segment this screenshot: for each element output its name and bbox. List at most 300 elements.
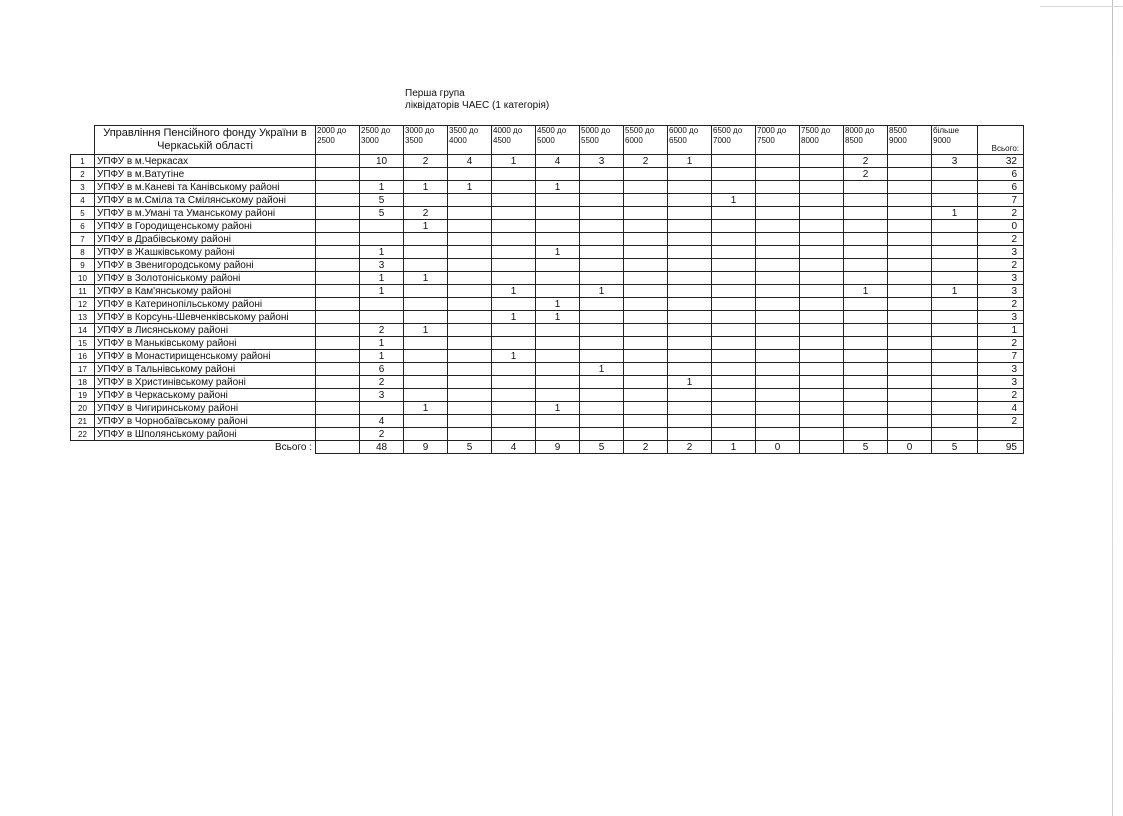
table-row (71, 402, 1024, 415)
count-cell: 1 (404, 181, 448, 194)
count-cell: 1 (932, 285, 978, 298)
total-cell: 5 (448, 441, 492, 454)
count-cell (844, 415, 888, 428)
count-cell (624, 337, 668, 350)
count-cell (316, 337, 360, 350)
count-cell: 1 (536, 298, 580, 311)
count-cell (888, 168, 932, 181)
row-number: 11 (71, 285, 95, 298)
count-cell (536, 389, 580, 402)
total-cell: 0 (756, 441, 800, 454)
total-cell: 5 (844, 441, 888, 454)
range-header: 6500 до 7000 (712, 126, 756, 155)
count-cell (844, 376, 888, 389)
count-cell (800, 233, 844, 246)
count-cell (756, 168, 800, 181)
count-cell (800, 324, 844, 337)
table-row (71, 363, 1024, 376)
count-cell (536, 220, 580, 233)
count-cell (932, 168, 978, 181)
count-cell (668, 402, 712, 415)
count-cell: 6 (360, 363, 404, 376)
count-cell: 2 (404, 155, 448, 168)
count-cell (360, 402, 404, 415)
count-cell (580, 350, 624, 363)
count-cell (536, 376, 580, 389)
count-cell (800, 402, 844, 415)
count-cell (668, 194, 712, 207)
count-cell (800, 350, 844, 363)
count-cell (536, 168, 580, 181)
row-number: 3 (71, 181, 95, 194)
count-cell: 2 (844, 155, 888, 168)
count-cell (624, 168, 668, 181)
count-cell: 1 (668, 155, 712, 168)
count-cell: 1 (492, 350, 536, 363)
row-total: 2 (978, 298, 1024, 311)
count-cell (492, 207, 536, 220)
row-number: 17 (71, 363, 95, 376)
count-cell (712, 402, 756, 415)
count-cell (712, 285, 756, 298)
office-name: УПФУ в м.Умані та Уманському районі (95, 207, 316, 220)
count-cell: 1 (580, 285, 624, 298)
table-row (71, 220, 1024, 233)
office-name: УПФУ в Шполянському районі (95, 428, 316, 441)
count-cell (316, 363, 360, 376)
count-cell (888, 285, 932, 298)
count-cell (492, 376, 536, 389)
count-cell: 2 (844, 168, 888, 181)
row-number: 12 (71, 298, 95, 311)
count-cell (580, 207, 624, 220)
row-number: 10 (71, 272, 95, 285)
row-number: 1 (71, 155, 95, 168)
total-cell: 9 (404, 441, 448, 454)
count-cell (580, 311, 624, 324)
count-cell (712, 298, 756, 311)
count-cell (668, 207, 712, 220)
office-name: УПФУ в Монастирищенському районі (95, 350, 316, 363)
table-row (71, 168, 1024, 181)
row-total: 6 (978, 181, 1024, 194)
count-cell (756, 402, 800, 415)
count-cell (712, 233, 756, 246)
count-cell (888, 207, 932, 220)
count-cell: 4 (536, 155, 580, 168)
count-cell (316, 428, 360, 441)
count-cell (624, 220, 668, 233)
range-header: 4500 до 5000 (536, 126, 580, 155)
count-cell (492, 363, 536, 376)
count-cell (712, 168, 756, 181)
count-cell (536, 272, 580, 285)
count-cell (800, 181, 844, 194)
table-row (71, 350, 1024, 363)
count-cell (844, 272, 888, 285)
count-cell (888, 324, 932, 337)
count-cell (624, 350, 668, 363)
table-row (71, 194, 1024, 207)
row-total: 1 (978, 324, 1024, 337)
range-header: 8500 9000 (888, 126, 932, 155)
count-cell (756, 285, 800, 298)
count-cell (404, 168, 448, 181)
count-cell (668, 415, 712, 428)
count-cell (448, 194, 492, 207)
count-cell: 1 (536, 402, 580, 415)
row-number: 15 (71, 337, 95, 350)
count-cell (932, 220, 978, 233)
count-cell (624, 233, 668, 246)
count-cell: 1 (404, 220, 448, 233)
count-cell (536, 324, 580, 337)
count-cell (800, 155, 844, 168)
row-total: 3 (978, 363, 1024, 376)
row-total: 4 (978, 402, 1024, 415)
row-number: 20 (71, 402, 95, 415)
count-cell (316, 181, 360, 194)
count-cell (448, 363, 492, 376)
row-total: 2 (978, 233, 1024, 246)
count-cell (888, 272, 932, 285)
count-cell: 5 (360, 207, 404, 220)
row-total: 2 (978, 207, 1024, 220)
total-cell: 5 (932, 441, 978, 454)
count-cell (404, 415, 448, 428)
count-cell (800, 298, 844, 311)
count-cell (360, 168, 404, 181)
count-cell (668, 428, 712, 441)
count-cell (536, 350, 580, 363)
count-cell (888, 311, 932, 324)
row-number: 7 (71, 233, 95, 246)
row-number: 19 (71, 389, 95, 402)
count-cell (404, 376, 448, 389)
count-cell (756, 272, 800, 285)
count-cell (448, 376, 492, 389)
count-cell (800, 168, 844, 181)
count-cell: 1 (932, 207, 978, 220)
table-body (71, 155, 1024, 454)
count-cell (624, 298, 668, 311)
count-cell (404, 259, 448, 272)
office-name: УПФУ в Городищенському районі (95, 220, 316, 233)
count-cell (668, 298, 712, 311)
count-cell (756, 181, 800, 194)
count-cell (712, 311, 756, 324)
office-name: УПФУ в Маньківському районі (95, 337, 316, 350)
count-cell (756, 155, 800, 168)
count-cell (932, 337, 978, 350)
count-cell (316, 285, 360, 298)
count-cell (800, 207, 844, 220)
row-total: 3 (978, 311, 1024, 324)
count-cell (580, 168, 624, 181)
count-cell (624, 272, 668, 285)
count-cell (932, 272, 978, 285)
count-cell (756, 324, 800, 337)
count-cell (668, 324, 712, 337)
count-cell (668, 259, 712, 272)
range-header: 7500 до 8000 (800, 126, 844, 155)
count-cell: 1 (712, 194, 756, 207)
count-cell (800, 337, 844, 350)
office-name: УПФУ в Золотоніському районі (95, 272, 316, 285)
office-name: УПФУ в Лисянському районі (95, 324, 316, 337)
count-cell (316, 168, 360, 181)
row-total: 3 (978, 285, 1024, 298)
count-cell (668, 220, 712, 233)
total-cell: 4 (492, 441, 536, 454)
range-header: 8000 до 8500 (844, 126, 888, 155)
count-cell (800, 389, 844, 402)
count-cell (624, 389, 668, 402)
count-cell (404, 337, 448, 350)
title-line-1: Перша група (405, 88, 465, 99)
row-total: 7 (978, 194, 1024, 207)
count-cell (712, 376, 756, 389)
range-header: 3500 до 4000 (448, 126, 492, 155)
grand-total: 95 (978, 441, 1024, 454)
row-total: 2 (978, 415, 1024, 428)
count-cell (448, 207, 492, 220)
count-cell (448, 428, 492, 441)
range-header: 4000 до 4500 (492, 126, 536, 155)
count-cell: 1 (580, 363, 624, 376)
total-cell: 2 (624, 441, 668, 454)
count-cell (800, 272, 844, 285)
count-cell (932, 324, 978, 337)
count-cell (448, 415, 492, 428)
count-cell (492, 246, 536, 259)
count-cell (800, 376, 844, 389)
count-cell (844, 233, 888, 246)
count-cell (492, 337, 536, 350)
count-cell (492, 428, 536, 441)
count-cell (580, 376, 624, 389)
range-header: 6000 до 6500 (668, 126, 712, 155)
count-cell: 1 (536, 311, 580, 324)
count-cell (712, 324, 756, 337)
row-total: 0 (978, 220, 1024, 233)
count-cell (712, 246, 756, 259)
count-cell (404, 350, 448, 363)
row-total: 3 (978, 246, 1024, 259)
count-cell (932, 298, 978, 311)
count-cell (712, 363, 756, 376)
table-row (71, 233, 1024, 246)
count-cell (888, 246, 932, 259)
count-cell (580, 259, 624, 272)
count-cell (448, 311, 492, 324)
count-cell (316, 298, 360, 311)
count-cell (888, 376, 932, 389)
count-cell (932, 376, 978, 389)
count-cell (712, 207, 756, 220)
row-total (978, 428, 1024, 441)
office-name: УПФУ в м.Каневі та Канівському районі (95, 181, 316, 194)
count-cell (756, 363, 800, 376)
totals-label: Всього : (275, 441, 312, 453)
count-cell (316, 402, 360, 415)
count-cell (316, 389, 360, 402)
count-cell (888, 220, 932, 233)
count-cell (756, 246, 800, 259)
count-cell: 1 (360, 181, 404, 194)
count-cell (624, 415, 668, 428)
header-row (71, 126, 1024, 155)
office-name: УПФУ в Черкаському районі (95, 389, 316, 402)
range-header: більше 9000 (932, 126, 978, 155)
count-cell (448, 324, 492, 337)
count-cell (712, 155, 756, 168)
count-cell: 2 (360, 376, 404, 389)
row-total: 32 (978, 155, 1024, 168)
count-cell (668, 272, 712, 285)
count-cell (800, 363, 844, 376)
count-cell (492, 259, 536, 272)
row-number: 6 (71, 220, 95, 233)
count-cell (536, 337, 580, 350)
count-cell (800, 415, 844, 428)
count-cell (756, 194, 800, 207)
count-cell: 1 (448, 181, 492, 194)
count-cell: 2 (360, 428, 404, 441)
count-cell (932, 350, 978, 363)
count-cell (624, 259, 668, 272)
count-cell (404, 233, 448, 246)
count-cell (756, 207, 800, 220)
count-cell (844, 363, 888, 376)
count-cell (536, 207, 580, 220)
count-cell (536, 194, 580, 207)
count-cell (844, 311, 888, 324)
range-header: 7000 до 7500 (756, 126, 800, 155)
count-cell: 4 (448, 155, 492, 168)
count-cell (668, 233, 712, 246)
row-total: 7 (978, 350, 1024, 363)
count-cell (448, 285, 492, 298)
count-cell (316, 376, 360, 389)
count-cell (580, 181, 624, 194)
office-name: УПФУ в Драбівському районі (95, 233, 316, 246)
count-cell: 1 (360, 272, 404, 285)
count-cell (756, 337, 800, 350)
row-total: 2 (978, 389, 1024, 402)
count-cell (932, 181, 978, 194)
count-cell (404, 194, 448, 207)
scan-edge (1112, 0, 1113, 816)
office-name: УПФУ в Корсунь-Шевченківському районі (95, 311, 316, 324)
office-name: УПФУ в м.Ватутіне (95, 168, 316, 181)
count-cell (624, 428, 668, 441)
row-number: 14 (71, 324, 95, 337)
count-cell (844, 220, 888, 233)
count-cell: 4 (360, 415, 404, 428)
header-blank (71, 126, 95, 155)
count-cell (712, 272, 756, 285)
count-cell (932, 233, 978, 246)
count-cell: 1 (492, 155, 536, 168)
count-cell (888, 428, 932, 441)
count-cell (624, 363, 668, 376)
count-cell: 10 (360, 155, 404, 168)
count-cell (756, 259, 800, 272)
count-cell (668, 389, 712, 402)
count-cell (800, 428, 844, 441)
count-cell (932, 389, 978, 402)
range-header: 2000 до 2500 (316, 126, 360, 155)
count-cell: 3 (932, 155, 978, 168)
count-cell (668, 350, 712, 363)
count-cell (712, 220, 756, 233)
count-cell (580, 272, 624, 285)
table-row (71, 259, 1024, 272)
count-cell (712, 181, 756, 194)
count-cell: 1 (536, 181, 580, 194)
count-cell (932, 246, 978, 259)
office-name: УПФУ в м.Сміла та Смілянському районі (95, 194, 316, 207)
count-cell (932, 402, 978, 415)
total-cell: 2 (668, 441, 712, 454)
office-name: УПФУ в Христинівському районі (95, 376, 316, 389)
count-cell (404, 246, 448, 259)
total-cell: 9 (536, 441, 580, 454)
count-cell (404, 285, 448, 298)
count-cell (932, 363, 978, 376)
count-cell (404, 389, 448, 402)
row-number: 13 (71, 311, 95, 324)
row-number: 18 (71, 376, 95, 389)
count-cell (624, 181, 668, 194)
count-cell (624, 194, 668, 207)
count-cell: 1 (404, 272, 448, 285)
count-cell: 1 (492, 311, 536, 324)
count-cell (316, 246, 360, 259)
count-cell (800, 194, 844, 207)
count-cell (448, 168, 492, 181)
row-number: 21 (71, 415, 95, 428)
count-cell (316, 233, 360, 246)
count-cell (536, 259, 580, 272)
count-cell: 1 (404, 324, 448, 337)
table-row (71, 311, 1024, 324)
count-cell: 1 (668, 376, 712, 389)
count-cell (580, 246, 624, 259)
count-cell (888, 259, 932, 272)
table-row (71, 376, 1024, 389)
count-cell (712, 259, 756, 272)
count-cell (712, 389, 756, 402)
count-cell (888, 350, 932, 363)
total-header: Всього: (978, 126, 1024, 155)
count-cell (756, 298, 800, 311)
count-cell (492, 168, 536, 181)
table-row (71, 207, 1024, 220)
totals-row (71, 441, 1024, 454)
count-cell (492, 272, 536, 285)
count-cell (844, 181, 888, 194)
count-cell (668, 311, 712, 324)
count-cell (580, 194, 624, 207)
count-cell (712, 350, 756, 363)
count-cell: 1 (360, 350, 404, 363)
count-cell (448, 350, 492, 363)
count-cell (580, 220, 624, 233)
count-cell (668, 363, 712, 376)
total-cell: 1 (712, 441, 756, 454)
